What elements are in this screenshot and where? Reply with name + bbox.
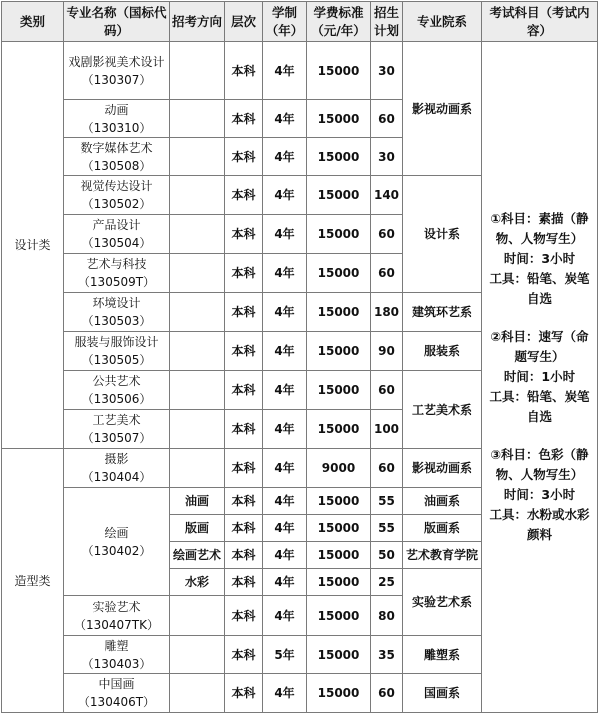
duration-cell: 4年 (263, 293, 307, 332)
level-cell: 本科 (225, 100, 263, 138)
category-cell-design: 设计类 (2, 42, 64, 449)
direction-cell (170, 410, 225, 449)
duration-cell: 4年 (263, 596, 307, 636)
level-cell: 本科 (225, 254, 263, 293)
major-cell: 视觉传达设计 （130502） (64, 176, 170, 215)
direction-cell (170, 293, 225, 332)
header-quota: 招生计划 (371, 2, 403, 42)
fee-cell: 15000 (307, 674, 371, 713)
fee-cell: 15000 (307, 488, 371, 515)
quota-cell: 140 (371, 176, 403, 215)
major-cell: 艺术与科技 （130509T） (64, 254, 170, 293)
duration-cell: 5年 (263, 636, 307, 674)
category-cell-modeling: 造型类 (2, 449, 64, 713)
dept-cell: 版画系 (403, 515, 482, 542)
dept-cell: 影视动画系 (403, 42, 482, 176)
fee-cell: 15000 (307, 596, 371, 636)
quota-cell: 60 (371, 674, 403, 713)
header-level: 层次 (225, 2, 263, 42)
direction-cell: 水彩 (170, 569, 225, 596)
major-cell: 雕塑 （130403） (64, 636, 170, 674)
major-cell: 环境设计 （130503） (64, 293, 170, 332)
dept-cell: 影视动画系 (403, 449, 482, 488)
major-cell: 实验艺术 （130407TK） (64, 596, 170, 636)
quota-cell: 60 (371, 449, 403, 488)
fee-cell: 15000 (307, 215, 371, 254)
direction-cell (170, 176, 225, 215)
fee-cell: 15000 (307, 569, 371, 596)
direction-cell: 绘画艺术 (170, 542, 225, 569)
direction-cell (170, 332, 225, 371)
fee-cell: 15000 (307, 542, 371, 569)
fee-cell: 15000 (307, 42, 371, 100)
direction-cell (170, 42, 225, 100)
major-cell: 绘画 （130402） (64, 488, 170, 596)
quota-cell: 60 (371, 215, 403, 254)
header-dept: 专业院系 (403, 2, 482, 42)
quota-cell: 90 (371, 332, 403, 371)
major-cell: 工艺美术 （130507） (64, 410, 170, 449)
duration-cell: 4年 (263, 449, 307, 488)
dept-cell: 服装系 (403, 332, 482, 371)
level-cell: 本科 (225, 636, 263, 674)
dept-cell: 油画系 (403, 488, 482, 515)
direction-cell: 油画 (170, 488, 225, 515)
level-cell: 本科 (225, 515, 263, 542)
quota-cell: 60 (371, 254, 403, 293)
exam-subjects-cell: ①科目：素描（静物、人物写生） 时间：3小时 工具：铅笔、炭笔自选 ②科目：速写（命题写生） 时间：1小时 工具：铅笔、炭笔自选 ③科目：色彩（静物、人物写生） 时间：3小时 工具：水粉或水彩颜料 (482, 42, 598, 713)
duration-cell: 4年 (263, 371, 307, 410)
duration-cell: 4年 (263, 100, 307, 138)
duration-cell: 4年 (263, 410, 307, 449)
direction-cell (170, 215, 225, 254)
duration-cell: 4年 (263, 254, 307, 293)
fee-cell: 15000 (307, 515, 371, 542)
duration-cell: 4年 (263, 542, 307, 569)
fee-cell: 15000 (307, 176, 371, 215)
direction-cell (170, 674, 225, 713)
level-cell: 本科 (225, 138, 263, 176)
duration-cell: 4年 (263, 674, 307, 713)
fee-cell: 15000 (307, 410, 371, 449)
level-cell: 本科 (225, 488, 263, 515)
level-cell: 本科 (225, 215, 263, 254)
major-cell: 产品设计 （130504） (64, 215, 170, 254)
major-cell: 数字媒体艺术 （130508） (64, 138, 170, 176)
fee-cell: 15000 (307, 254, 371, 293)
dept-cell: 国画系 (403, 674, 482, 713)
dept-cell: 建筑环艺系 (403, 293, 482, 332)
fee-cell: 15000 (307, 100, 371, 138)
level-cell: 本科 (225, 410, 263, 449)
duration-cell: 4年 (263, 42, 307, 100)
major-cell: 动画 （130310） (64, 100, 170, 138)
duration-cell: 4年 (263, 138, 307, 176)
level-cell: 本科 (225, 596, 263, 636)
level-cell: 本科 (225, 542, 263, 569)
dept-cell: 设计系 (403, 176, 482, 293)
direction-cell (170, 636, 225, 674)
dept-cell: 艺术教育学院 (403, 542, 482, 569)
quota-cell: 100 (371, 410, 403, 449)
major-cell: 公共艺术 （130506） (64, 371, 170, 410)
major-cell: 服装与服饰设计 （130505） (64, 332, 170, 371)
duration-cell: 4年 (263, 176, 307, 215)
quota-cell: 25 (371, 569, 403, 596)
level-cell: 本科 (225, 42, 263, 100)
header-row (2, 2, 598, 42)
direction-cell (170, 100, 225, 138)
header-fee: 学费标准（元/年） (307, 2, 371, 42)
quota-cell: 55 (371, 488, 403, 515)
major-cell: 摄影 （130404） (64, 449, 170, 488)
quota-cell: 60 (371, 100, 403, 138)
major-cell: 戏剧影视美术设计 （130307） (64, 42, 170, 100)
quota-cell: 60 (371, 371, 403, 410)
header-direction: 招考方向 (170, 2, 225, 42)
dept-cell: 工艺美术系 (403, 371, 482, 449)
quota-cell: 30 (371, 42, 403, 100)
duration-cell: 4年 (263, 515, 307, 542)
level-cell: 本科 (225, 674, 263, 713)
duration-cell: 4年 (263, 569, 307, 596)
quota-cell: 30 (371, 138, 403, 176)
quota-cell: 180 (371, 293, 403, 332)
dept-cell: 实验艺术系 (403, 569, 482, 636)
duration-cell: 4年 (263, 215, 307, 254)
quota-cell: 55 (371, 515, 403, 542)
dept-cell: 雕塑系 (403, 636, 482, 674)
quota-cell: 35 (371, 636, 403, 674)
direction-cell (170, 449, 225, 488)
level-cell: 本科 (225, 293, 263, 332)
fee-cell: 15000 (307, 371, 371, 410)
direction-cell (170, 371, 225, 410)
header-exam: 考试科目（考试内容） (482, 2, 598, 42)
duration-cell: 4年 (263, 332, 307, 371)
direction-cell (170, 254, 225, 293)
direction-cell (170, 138, 225, 176)
direction-cell: 版画 (170, 515, 225, 542)
duration-cell: 4年 (263, 488, 307, 515)
major-cell: 中国画 （130406T） (64, 674, 170, 713)
level-cell: 本科 (225, 176, 263, 215)
admissions-table (1, 1, 598, 713)
header-duration: 学制（年） (263, 2, 307, 42)
fee-cell: 9000 (307, 449, 371, 488)
fee-cell: 15000 (307, 293, 371, 332)
level-cell: 本科 (225, 449, 263, 488)
level-cell: 本科 (225, 371, 263, 410)
fee-cell: 15000 (307, 138, 371, 176)
level-cell: 本科 (225, 332, 263, 371)
direction-cell (170, 596, 225, 636)
level-cell: 本科 (225, 569, 263, 596)
fee-cell: 15000 (307, 636, 371, 674)
table-row (2, 42, 598, 100)
fee-cell: 15000 (307, 332, 371, 371)
header-category: 类别 (2, 2, 64, 42)
quota-cell: 50 (371, 542, 403, 569)
header-major: 专业名称（国标代码） (64, 2, 170, 42)
quota-cell: 80 (371, 596, 403, 636)
